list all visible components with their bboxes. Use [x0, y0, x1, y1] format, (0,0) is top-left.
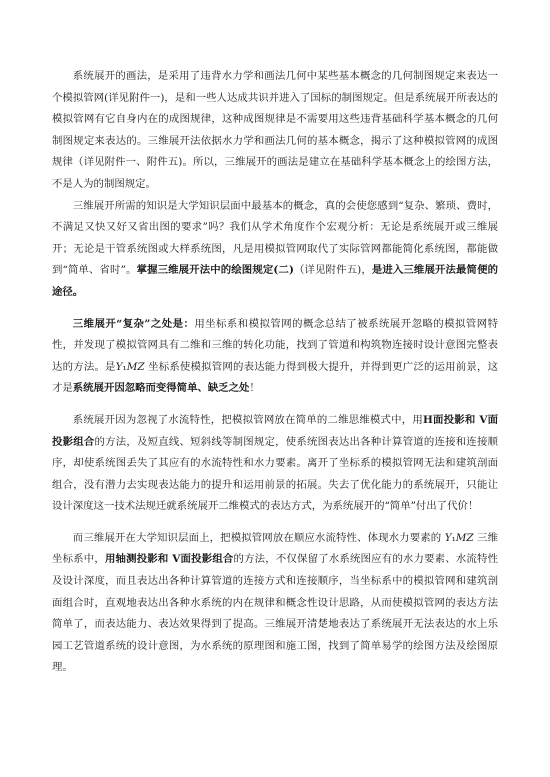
text-run: ₁: [122, 360, 127, 373]
paragraph-3: [52, 314, 498, 400]
text-run: （详见附件五)，: [293, 264, 372, 277]
text-run: 掌握三维展开法中的绘图规定(二): [136, 264, 294, 277]
text-run: 系统展开因为忽视了水流特性，把模拟管网放在简单的二维思维模式中，用: [72, 413, 423, 426]
text-run: 用轴测投影和 V面投影组合: [104, 553, 234, 566]
text-run: 用坐标系和模拟管网的概念总结了被系统展开忽略的模拟管网特性，并发现了模拟管网具有二维和三维的转化功能，找到了管道和构筑物连接时设计意图完整表达的方法。是: [52, 317, 499, 373]
text-run: ！: [249, 382, 260, 395]
text-run: MZ: [126, 360, 145, 373]
text-run: 系统展开因忽略而变得简单、缺乏之处: [72, 382, 250, 395]
text-run: 三维坐标系中，: [52, 531, 498, 566]
text-run: MZ: [455, 531, 474, 544]
paragraph-5: [52, 528, 498, 679]
text-run: Y: [444, 531, 452, 544]
text-run: 的方法，不仅保留了水系统图应有的水力要素、水流特性及设计深度，而且表达出各种计算管道的连接方式和连接顺序，当坐标系中的模拟管网和建筑剖面组合时，直观地表达出各种水系统的内在规律和概念性设计思路，从而使模拟管网的表达方法简单了，而表达能力、表达效果得到了提高。三维展开清楚地表达了系统展开无法表达的水上乐园工艺管道系统的设计意图，为水系统的原理图和施工图，找到了简单易学的绘图方法及绘图原理。: [52, 553, 499, 674]
text-run: Y: [115, 360, 123, 373]
paragraph-4: [52, 410, 498, 518]
text-run: 是进入三维展开法最简便的途径。: [52, 264, 498, 298]
text-run: 三维展开“复杂”之处是：: [72, 317, 195, 330]
text-run: ₁: [451, 531, 456, 544]
text-run: 系统展开的画法，是采用了违背水力学和画法几何中某些基本概念的几何制图规定来表达一个模拟管网(详见附件一)，是和一些人达成共识并进入了国标的制图规定。但是系统展开所表达的模拟管网有它自身内在的成图规律，这种成图规律是不需要用这些违背基础科学基本概念的几何制图规定来表达的。三维展开法依据水力学和画法几何的基本概念，揭示了这种模拟管网的成图规律（详见附件一、附件五)。所以，三维展开的画法是建立在基础科学基本概念上的绘图方法，不是人为的制图规定。: [52, 70, 498, 190]
paragraph-2: [52, 196, 498, 304]
text-run: 而三维展开在大学知识层面上，把模拟管网放在顺应水流特性、体现水力要素的: [72, 531, 445, 544]
paragraph-1: [52, 66, 498, 196]
text-run: H面投影和 V面投影组合: [52, 413, 498, 448]
text-run: 的方法，及短直线、短斜线等制图规定，使系统图表达出各种计算管道的连接和连接顺序，却使系统图丢失了其应有的水流特性和水力要素。离开了坐标系的模拟管网无法和建筑剖面组合，没有潜力去实现表达能力的提升和运用前景的拓展。失去了优化能力的系统展开，只能让设计深度这一技术法规迁就系统展开二维模式的表达方式，为系统展开的“简单”付出了代价！: [52, 435, 498, 513]
text-run: 三维展开所需的知识是大学知识层面中最基本的概念，真的会使您感到“复杂、繁琐、费时，不满足又快又好又省出图的要求”吗？我们从学术角度作个宏观分析：无论是系统展开或三维展开；无论是干管系统图或大样系统图，凡是用模拟管网取代了实际管网都能简化系统图，都能做到“简单、省时”。: [52, 199, 498, 277]
text-run: 坐标系使模拟管网的表达能力得到极大提升，并得到更广泛的运用前景，这才是: [52, 360, 499, 395]
